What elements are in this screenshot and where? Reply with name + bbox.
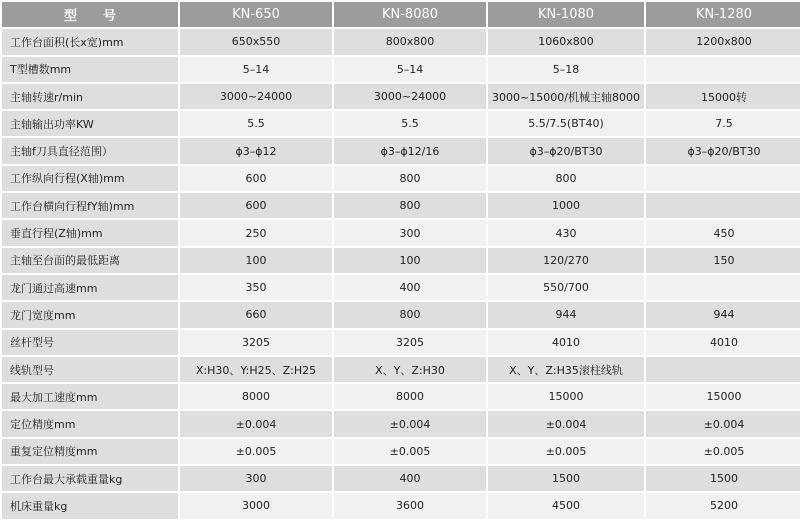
table-row	[2, 275, 800, 300]
row-label: 线轨型号	[2, 357, 178, 382]
table-cell: 100	[334, 248, 486, 273]
table-row	[2, 29, 800, 54]
table-cell: 650x550	[180, 29, 332, 54]
table-cell: ±0.004	[488, 411, 644, 436]
table-cell: 5–18	[488, 57, 644, 82]
table-cell: 4010	[488, 330, 644, 355]
row-label: 定位精度mm	[2, 411, 178, 436]
table-cell: 250	[180, 220, 332, 245]
table-cell: 120/270	[488, 248, 644, 273]
table-cell: 300	[180, 466, 332, 491]
table-row	[2, 493, 800, 518]
table-cell: 600	[180, 166, 332, 191]
table-cell: 8000	[334, 384, 486, 409]
table-cell	[646, 193, 800, 218]
table-cell	[646, 166, 800, 191]
row-label: 工作纵向行程(X轴)mm	[2, 166, 178, 191]
table-cell: 15000转	[646, 84, 800, 109]
header-kn-1080: KN-1080	[488, 2, 644, 27]
table-cell: 600	[180, 193, 332, 218]
table-row	[2, 111, 800, 136]
table-cell: 5.5	[180, 111, 332, 136]
table-cell: ±0.005	[488, 439, 644, 464]
table-cell: 300	[334, 220, 486, 245]
table-row	[2, 84, 800, 109]
row-label: 工作台面积(长x宽)mm	[2, 29, 178, 54]
table-cell: X、Y、Z:H30	[334, 357, 486, 382]
table-cell: X、Y、Z:H35滚柱线轨	[488, 357, 644, 382]
table-cell: 400	[334, 275, 486, 300]
table-cell: 3205	[334, 330, 486, 355]
table-cell: 5200	[646, 493, 800, 518]
table-row	[2, 357, 800, 382]
table-cell: 4010	[646, 330, 800, 355]
header-kn-650: KN-650	[180, 2, 332, 27]
row-label: T型槽数mm	[2, 57, 178, 82]
row-label: 主轴输出功率KW	[2, 111, 178, 136]
row-label: 主轴转速r/min	[2, 84, 178, 109]
row-label: 丝杆型号	[2, 330, 178, 355]
table-row	[2, 248, 800, 273]
table-cell: 3000	[180, 493, 332, 518]
table-cell: ϕ3–ϕ20/BT30	[646, 138, 800, 163]
table-row	[2, 439, 800, 464]
table-cell: ϕ3–ϕ20/BT30	[488, 138, 644, 163]
table-cell: 450	[646, 220, 800, 245]
table-cell: 660	[180, 302, 332, 327]
table-cell: 4500	[488, 493, 644, 518]
table-cell: 550/700	[488, 275, 644, 300]
table-cell: 1200x800	[646, 29, 800, 54]
table-cell: 7.5	[646, 111, 800, 136]
table-cell	[646, 275, 800, 300]
row-label: 重复定位精度mm	[2, 439, 178, 464]
table-cell: 350	[180, 275, 332, 300]
table-cell: ±0.004	[334, 411, 486, 436]
header-model-label: 型号	[2, 2, 178, 27]
table-cell: ±0.004	[180, 411, 332, 436]
row-label: 工作台最大承载重量kg	[2, 466, 178, 491]
table-cell: 800	[334, 302, 486, 327]
table-cell: 944	[488, 302, 644, 327]
table-cell: 3000~24000	[180, 84, 332, 109]
table-cell: 3000~24000	[334, 84, 486, 109]
table-cell: 1000	[488, 193, 644, 218]
table-cell: 800x800	[334, 29, 486, 54]
table-cell: ±0.004	[646, 411, 800, 436]
table-cell: ±0.005	[334, 439, 486, 464]
table-cell: 5–14	[180, 57, 332, 82]
table-cell: ϕ3–ϕ12/16	[334, 138, 486, 163]
table-row	[2, 166, 800, 191]
table-cell: 150	[646, 248, 800, 273]
header-kn-8080: KN-8080	[334, 2, 486, 27]
header-row	[2, 2, 800, 27]
table-cell: 1500	[488, 466, 644, 491]
table-cell: 400	[334, 466, 486, 491]
header-kn-1280: KN-1280	[646, 2, 800, 27]
table-row	[2, 302, 800, 327]
table-cell: 5–14	[334, 57, 486, 82]
table-cell	[646, 357, 800, 382]
row-label: 垂直行程(Z轴)mm	[2, 220, 178, 245]
table-cell: X:H30、Y:H25、Z:H25	[180, 357, 332, 382]
row-label: 主轴至台面的最低距离	[2, 248, 178, 273]
table-cell: 3000~15000/机械主轴8000	[488, 84, 644, 109]
table-cell: 5.5/7.5(BT40)	[488, 111, 644, 136]
row-label: 工作台横向行程fY轴)mm	[2, 193, 178, 218]
table-row	[2, 57, 800, 82]
table-cell: 1500	[646, 466, 800, 491]
table-cell: 5.5	[334, 111, 486, 136]
table-cell	[646, 57, 800, 82]
table-cell: 800	[488, 166, 644, 191]
table-cell: ±0.005	[180, 439, 332, 464]
table-cell: 800	[334, 166, 486, 191]
table-cell: 8000	[180, 384, 332, 409]
row-label: 机床重量kg	[2, 493, 178, 518]
table-cell: 15000	[646, 384, 800, 409]
table-row	[2, 220, 800, 245]
table-row	[2, 330, 800, 355]
table-cell: 15000	[488, 384, 644, 409]
table-row	[2, 411, 800, 436]
table-cell: 100	[180, 248, 332, 273]
table-cell: 3600	[334, 493, 486, 518]
table-cell: 944	[646, 302, 800, 327]
table-row	[2, 466, 800, 491]
table-row	[2, 138, 800, 163]
table-cell: ±0.005	[646, 439, 800, 464]
row-label: 龙门通过高速mm	[2, 275, 178, 300]
table-cell: 800	[334, 193, 486, 218]
table-cell: 430	[488, 220, 644, 245]
table-row	[2, 193, 800, 218]
table-row	[2, 384, 800, 409]
row-label: 主轴f刀具直径范围）	[2, 138, 178, 163]
table-cell: 3205	[180, 330, 332, 355]
table-cell: ϕ3–ϕ12	[180, 138, 332, 163]
table-cell: 1060x800	[488, 29, 644, 54]
row-label: 龙门宽度mm	[2, 302, 178, 327]
row-label: 最大加工速度mm	[2, 384, 178, 409]
